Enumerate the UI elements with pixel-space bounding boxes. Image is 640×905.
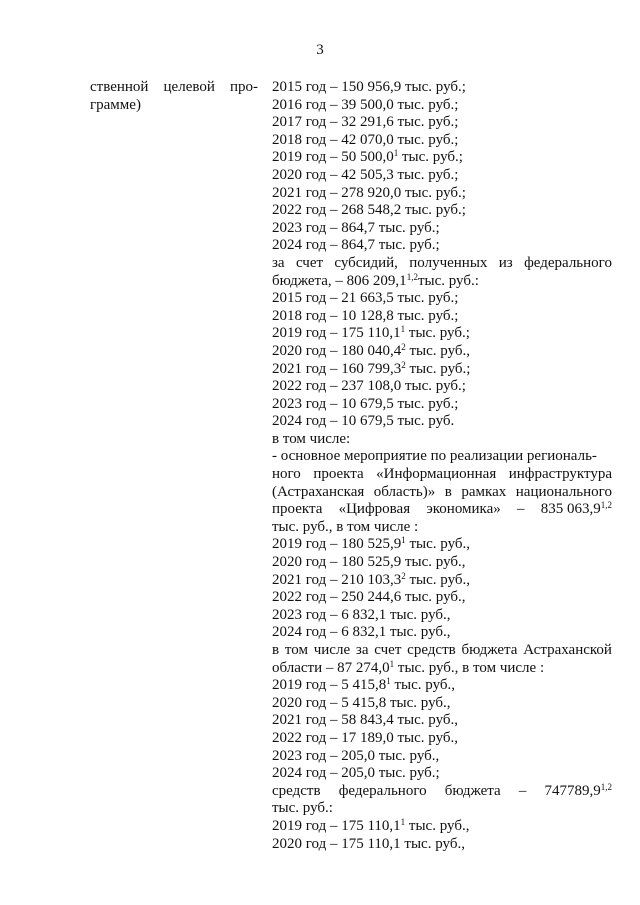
project-line-4: проекта «Цифровая экономика» – 835 063,9$^{1,2}$ bbox=[272, 500, 612, 518]
subsidies-heading-line-2: бюджета, – 806 209,1$^{1,2}$тыс. руб.: bbox=[272, 271, 479, 289]
word: про- bbox=[229, 79, 258, 95]
funding-line: 2020 год – 180 040,4$^2$ тыс. руб., bbox=[272, 341, 471, 359]
funding-line: 2023 год – 6 832,1 тыс. руб., bbox=[272, 606, 451, 623]
funding-line: 2022 год – 268 548,2 тыс. руб.; bbox=[272, 202, 466, 219]
funding-line: 2021 год – 210 103,3$^2$ тыс. руб., bbox=[272, 570, 471, 588]
funding-line: 2022 год – 17 189,0 тыс. руб., bbox=[272, 729, 459, 746]
footnote-mark: 1,2 bbox=[406, 271, 418, 282]
funding-line: 2019 год – 175 110,1$^1$ тыс. руб., bbox=[272, 816, 470, 834]
footnote-mark: 2 bbox=[401, 359, 406, 370]
funding-line: 2019 год – 5 415,8$^1$ тыс. руб., bbox=[272, 676, 456, 694]
program-name-line-2: грамме) bbox=[90, 96, 141, 113]
footnote-mark: 1 bbox=[393, 148, 399, 159]
funding-line: 2021 год – 278 920,0 тыс. руб.; bbox=[272, 184, 466, 201]
page-number: 3 bbox=[316, 42, 324, 58]
footnote-mark: 1 bbox=[401, 535, 406, 546]
project-line-2: ного проекта «Информационная инфраструктура bbox=[272, 466, 612, 483]
funding-line: 2018 год – 10 128,8 тыс. руб.; bbox=[272, 307, 459, 324]
funding-line: 2022 год – 237 108,0 тыс. руб.; bbox=[272, 378, 466, 395]
project-line-3: (Астраханская область)» в рамках национального bbox=[272, 483, 612, 500]
federal-line-1: средств федерального бюджета – 747789,9$^{1,2}$ bbox=[272, 781, 612, 799]
funding-line: 2023 год – 864,7 тыс. руб.; bbox=[272, 219, 440, 236]
federal-line-2: тыс. руб.: bbox=[272, 800, 333, 817]
funding-line: 2019 год – 50 500,0$^1$ тыс. руб.; bbox=[272, 148, 463, 166]
section-label: в том числе: bbox=[272, 430, 351, 447]
funding-line: 2015 год – 21 663,5 тыс. руб.; bbox=[272, 290, 459, 307]
word: ственной bbox=[90, 79, 149, 95]
program-name-line-1 bbox=[90, 79, 258, 97]
funding-line: 2018 год – 42 070,0 тыс. руб.; bbox=[272, 131, 459, 148]
footnote-mark: 2 bbox=[401, 570, 406, 581]
funding-line: 2019 год – 180 525,9$^1$ тыс. руб., bbox=[272, 535, 471, 553]
footnote-mark: 1 bbox=[400, 324, 406, 335]
funding-line: 2024 год – 10 679,5 тыс. руб. bbox=[272, 413, 455, 430]
funding-line: 2020 год – 5 415,8 тыс. руб., bbox=[272, 694, 451, 711]
regional-line-1: в том числе за счет средств бюджета Астраханской bbox=[272, 642, 612, 658]
funding-line: 2020 год – 175 110,1 тыс. руб., bbox=[272, 835, 465, 852]
funding-line: 2023 год – 10 679,5 тыс. руб.; bbox=[272, 395, 459, 412]
project-line-5: тыс. руб., в том числе : bbox=[272, 518, 419, 535]
regional-line-2: области – 87 274,0$^1$ тыс. руб., в том числе : bbox=[272, 658, 545, 676]
footnote-mark: 1 bbox=[400, 816, 406, 827]
footnote-mark: 1 bbox=[389, 658, 395, 669]
program-name-cell bbox=[90, 79, 258, 114]
footnote-mark: 2 bbox=[401, 341, 406, 352]
footnote-mark: 1 bbox=[386, 676, 391, 687]
project-line-1: - основное мероприятие по реализации региональ- bbox=[272, 448, 597, 465]
funding-line: 2016 год – 39 500,0 тыс. руб.; bbox=[272, 96, 459, 113]
funding-line: 2024 год – 864,7 тыс. руб.; bbox=[272, 237, 440, 254]
funding-line: 2024 год – 6 832,1 тыс. руб., bbox=[272, 624, 451, 641]
funding-line: 2019 год – 175 110,1$^1$ тыс. руб.; bbox=[272, 324, 470, 342]
funding-line: 2022 год – 250 244,6 тыс. руб., bbox=[272, 589, 466, 606]
funding-details-cell bbox=[272, 79, 612, 853]
funding-line: 2015 год – 150 956,9 тыс. руб.; bbox=[272, 79, 466, 95]
funding-line: 2024 год – 205,0 тыс. руб.; bbox=[272, 765, 440, 782]
funding-line: 2020 год – 180 525,9 тыс. руб., bbox=[272, 554, 466, 571]
word: целевой bbox=[163, 79, 215, 95]
footnote-mark: 1,2 bbox=[600, 781, 612, 792]
funding-line: 2020 год – 42 505,3 тыс. руб.; bbox=[272, 166, 459, 183]
footnote-mark: 1,2 bbox=[600, 500, 612, 511]
subsidies-heading-line-1: за счет субсидий, полученных из федерального bbox=[272, 254, 612, 271]
funding-line: 2021 год – 160 799,3$^2$ тыс. руб.; bbox=[272, 359, 471, 377]
funding-line: 2023 год – 205,0 тыс. руб., bbox=[272, 747, 440, 764]
funding-line: 2017 год – 32 291,6 тыс. руб.; bbox=[272, 114, 459, 131]
funding-line: 2021 год – 58 843,4 тыс. руб., bbox=[272, 712, 459, 729]
